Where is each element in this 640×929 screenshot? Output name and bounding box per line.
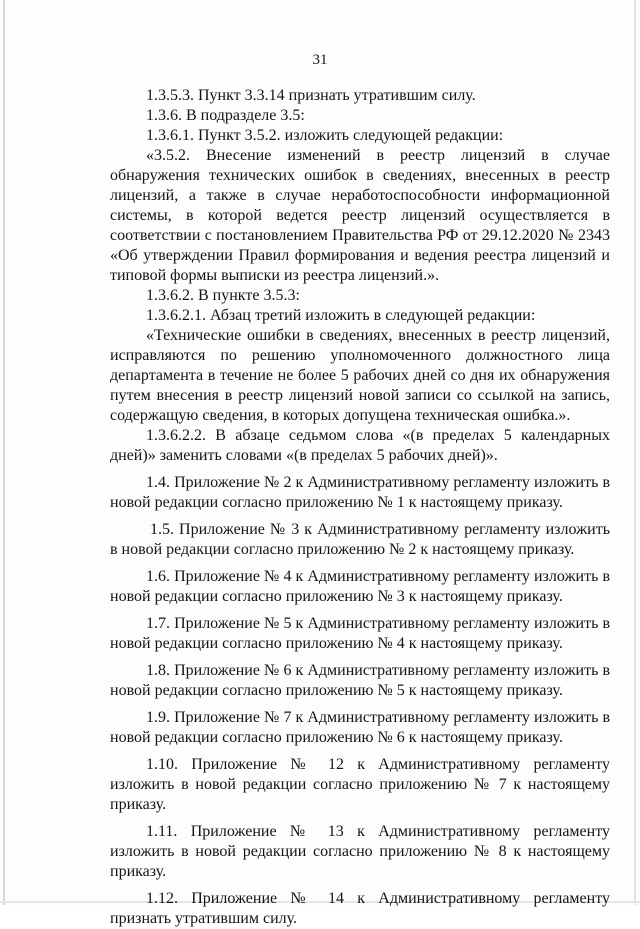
paragraph-1-8: 1.8. Приложение № 6 к Административному регламенту изложить в новой редакции согласно приложению № 5 к настоящему приказу. [110,662,610,699]
paragraph-1-10: 1.10. Приложение № 12 к Административному регламенту изложить в новой редакции согласно приложению № 7 к настоящему приказу. [110,756,610,813]
paragraph-1-3-6: 1.3.6. В подразделе 3.5: [146,107,305,124]
page-number: 31 [312,52,328,68]
document-body [110,86,610,929]
paragraph-1-5: 1.5. Приложение № 3 к Административному регламенту изложить в новой редакции согласно приложению № 2 к настоящему приказу. [110,521,610,558]
paragraph-1-3-6-1: 1.3.6.1. Пункт 3.5.2. изложить следующей редакции: [146,127,504,144]
paragraph-1-3-6-2-2: 1.3.6.2.2. В абзаце седьмом слова «(в пределах 5 календарных дней)» заменить словами «(в пределах 5 рабочих дней)». [110,427,610,464]
paragraph-1-7: 1.7. Приложение № 5 к Административному регламенту изложить в новой редакции согласно приложению № 4 к настоящему приказу. [110,615,610,652]
quote-technical-errors: «Технические ошибки в сведениях, внесенных в реестр лицензий, исправляются по решению уполномоченного должностного лица департамента в течение не более 5 рабочих дней со дня их обнаружения путем внесения в реестр лицензий новой записи со ссылкой на запись, содержащую сведения, в которых допущена техническая ошибка.». [110,327,610,424]
paragraph-1-4: 1.4. Приложение № 2 к Административному регламенту изложить в новой редакции согласно приложению № 1 к настоящему приказу. [110,474,610,511]
quote-3-5-2: «3.5.2. Внесение изменений в реестр лицензий в случае обнаружения технических ошибок в сведениях, внесенных в реестр лицензий, а также в случае неработоспособности информационной системы, в которой ведется реестр лицензий осуществляется в соответствии с постановлением Правительства РФ от 29.12.2020 № 2343 «Об утверждении Правил формирования и ведения реестра лицензий и типовой формы выписки из реестра лицензий.». [110,147,610,284]
paragraph-1-3-5-3: 1.3.5.3. Пункт 3.3.14 признать утратившим силу. [146,87,476,104]
paragraph-1-12: 1.12. Приложение № 14 к Административному регламенту признать утратившим силу. [110,890,610,927]
paragraph-1-9: 1.9. Приложение № 7 к Административному регламенту изложить в новой редакции согласно приложению № 6 к настоящему приказу. [110,709,610,746]
paragraph-1-3-6-2: 1.3.6.2. В пункте 3.5.3: [146,287,300,304]
scan-edge-right [634,0,636,905]
paragraph-1-6: 1.6. Приложение № 4 к Административному регламенту изложить в новой редакции согласно приложению № 3 к настоящему приказу. [110,568,610,605]
paragraph-1-11: 1.11. Приложение № 13 к Административному регламенту изложить в новой редакции согласно приложению № 8 к настоящему приказу. [110,823,610,880]
scan-edge-left [3,0,5,905]
paragraph-1-3-6-2-1: 1.3.6.2.1. Абзац третий изложить в следующей редакции: [146,307,536,324]
